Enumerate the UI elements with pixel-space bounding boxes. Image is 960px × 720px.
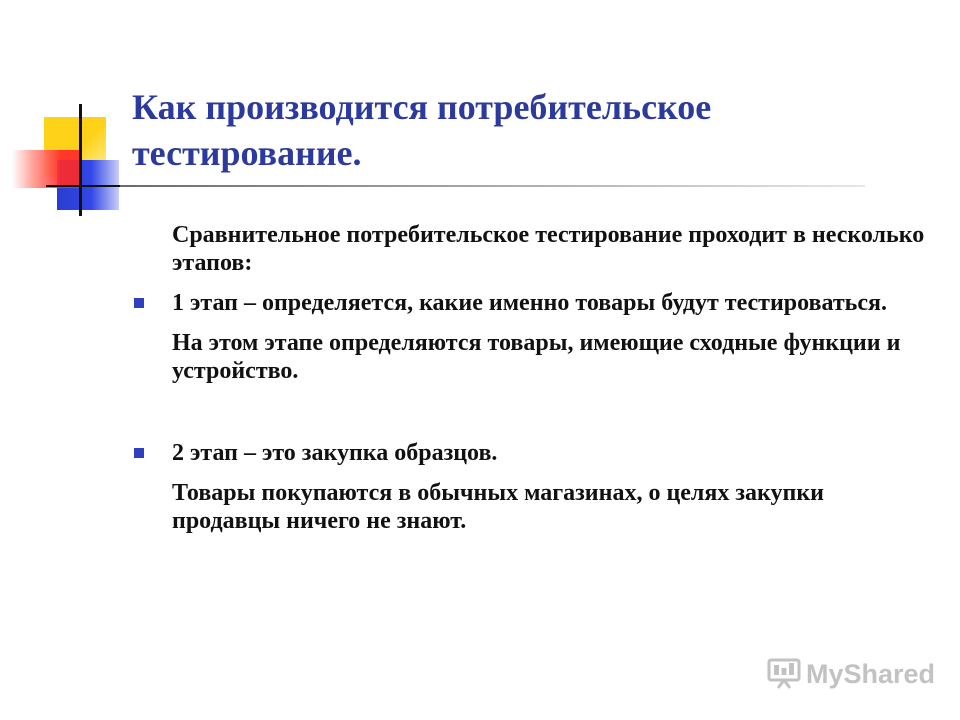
bullet-square-icon — [134, 448, 144, 458]
title-underline — [120, 185, 865, 187]
bullet-item-text: 2 этап – это закупка образцов. — [172, 440, 498, 466]
stage-1-description — [172, 329, 932, 385]
stage-2-description — [172, 479, 932, 535]
bullet-item-text: 1 этап – определяется, какие именно товары будут тестироваться. — [172, 290, 887, 316]
stage-2-description-text: Товары покупаются в обычных магазинах, о целях закупки продавцы ничего не знают. — [172, 480, 824, 534]
decor-red-bar — [12, 150, 82, 188]
decor-vertical-line — [79, 104, 82, 216]
bullet-item-stage-1 — [172, 289, 932, 317]
bullet-square-icon — [134, 298, 144, 308]
presentation-board-icon — [766, 658, 802, 690]
intro-paragraph — [172, 221, 932, 277]
slide-title: Как производится потребительское тестирование. — [132, 87, 712, 173]
intro-text: Сравнительное потребительское тестирование проходит в несколько этапов: — [172, 222, 925, 276]
watermark-logo — [766, 657, 935, 691]
watermark-text: MyShared — [806, 658, 936, 689]
bullet-item-stage-2 — [172, 439, 932, 467]
stage-1-description-text: На этом этапе определяются товары, имеющие сходные функции и устройство. — [172, 330, 901, 384]
slide-body — [172, 221, 932, 535]
